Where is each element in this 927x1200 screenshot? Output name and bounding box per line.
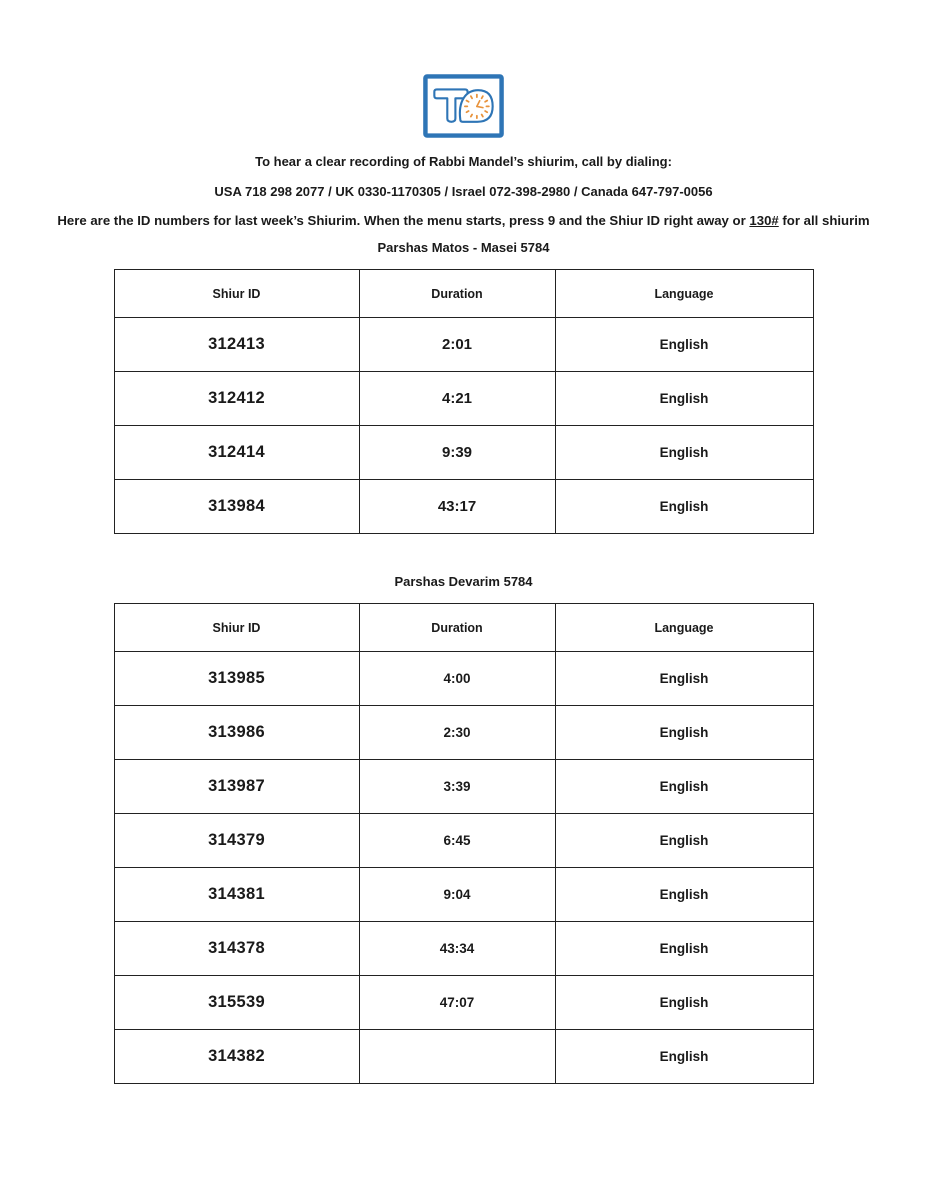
phone-numbers-line: USA 718 298 2077 / UK 0330-1170305 / Israel 072-398-2980 / Canada 647-797-0056 bbox=[214, 183, 713, 199]
table-row bbox=[114, 372, 813, 426]
table-row bbox=[114, 652, 813, 706]
all-shiurim-code: 130# bbox=[749, 213, 779, 228]
duration-cell: 9:04 bbox=[359, 868, 555, 922]
duration-cell: 4:00 bbox=[359, 652, 555, 706]
language-cell: English bbox=[555, 760, 813, 814]
intro-line: To hear a clear recording of Rabbi Mandel’s shiurim, call by dialing: bbox=[255, 154, 672, 169]
table-row bbox=[114, 706, 813, 760]
duration-cell: 43:34 bbox=[359, 922, 555, 976]
shiur-id-cell: 313985 bbox=[114, 652, 359, 706]
col-header-shiur-id: Shiur ID bbox=[114, 270, 359, 318]
shiur-id-cell: 313987 bbox=[114, 760, 359, 814]
table-row bbox=[114, 976, 813, 1030]
instructions-line bbox=[0, 214, 927, 227]
table-row bbox=[114, 868, 813, 922]
sections-container bbox=[0, 241, 927, 1084]
col-header-duration: Duration bbox=[359, 270, 555, 318]
instructions-prefix: Here are the ID numbers for last week’s Shiurim. When the menu starts, press 9 and the Shiur ID right away or bbox=[57, 213, 750, 228]
duration-cell: 2:01 bbox=[359, 318, 555, 372]
language-cell: English bbox=[555, 976, 813, 1030]
language-cell: English bbox=[555, 814, 813, 868]
parsha-section bbox=[0, 575, 927, 1084]
shiur-id-cell: 314379 bbox=[114, 814, 359, 868]
col-header-shiur-id: Shiur ID bbox=[114, 604, 359, 652]
table-row bbox=[114, 480, 813, 534]
col-header-language: Language bbox=[555, 270, 813, 318]
table-row bbox=[114, 426, 813, 480]
instructions-suffix: for all shiurim bbox=[778, 213, 870, 228]
col-header-duration: Duration bbox=[359, 604, 555, 652]
shiur-id-cell: 314378 bbox=[114, 922, 359, 976]
language-cell: English bbox=[555, 706, 813, 760]
language-cell: English bbox=[555, 426, 813, 480]
duration-cell: 4:21 bbox=[359, 372, 555, 426]
table-header-row bbox=[114, 604, 813, 652]
shiur-id-cell: 312413 bbox=[114, 318, 359, 372]
table-row bbox=[114, 318, 813, 372]
table-row bbox=[114, 922, 813, 976]
shiur-table bbox=[114, 603, 814, 1084]
duration-cell: 9:39 bbox=[359, 426, 555, 480]
duration-cell: 43:17 bbox=[359, 480, 555, 534]
table-row bbox=[114, 760, 813, 814]
table-row bbox=[114, 814, 813, 868]
language-cell: English bbox=[555, 922, 813, 976]
language-cell: English bbox=[555, 480, 813, 534]
section-title: Parshas Devarim 5784 bbox=[394, 574, 533, 590]
shiur-id-cell: 315539 bbox=[114, 976, 359, 1030]
duration-cell: 2:30 bbox=[359, 706, 555, 760]
shiur-id-cell: 314382 bbox=[114, 1030, 359, 1084]
duration-cell: 3:39 bbox=[359, 760, 555, 814]
col-header-language: Language bbox=[555, 604, 813, 652]
duration-cell bbox=[359, 1030, 555, 1084]
language-cell: English bbox=[555, 868, 813, 922]
shiur-id-cell: 312414 bbox=[114, 426, 359, 480]
shiur-id-cell: 313984 bbox=[114, 480, 359, 534]
parsha-section bbox=[0, 241, 927, 534]
shiur-id-cell: 314381 bbox=[114, 868, 359, 922]
language-cell: English bbox=[555, 318, 813, 372]
language-cell: English bbox=[555, 372, 813, 426]
duration-cell: 6:45 bbox=[359, 814, 555, 868]
clock-logo-icon bbox=[423, 74, 504, 138]
table-row bbox=[114, 1030, 813, 1084]
shiur-id-cell: 312412 bbox=[114, 372, 359, 426]
duration-cell: 47:07 bbox=[359, 976, 555, 1030]
logo-container bbox=[0, 0, 927, 138]
section-title: Parshas Matos - Masei 5784 bbox=[377, 240, 550, 256]
shiur-table bbox=[114, 269, 814, 534]
language-cell: English bbox=[555, 652, 813, 706]
shiur-id-cell: 313986 bbox=[114, 706, 359, 760]
language-cell: English bbox=[555, 1030, 813, 1084]
table-header-row bbox=[114, 270, 813, 318]
